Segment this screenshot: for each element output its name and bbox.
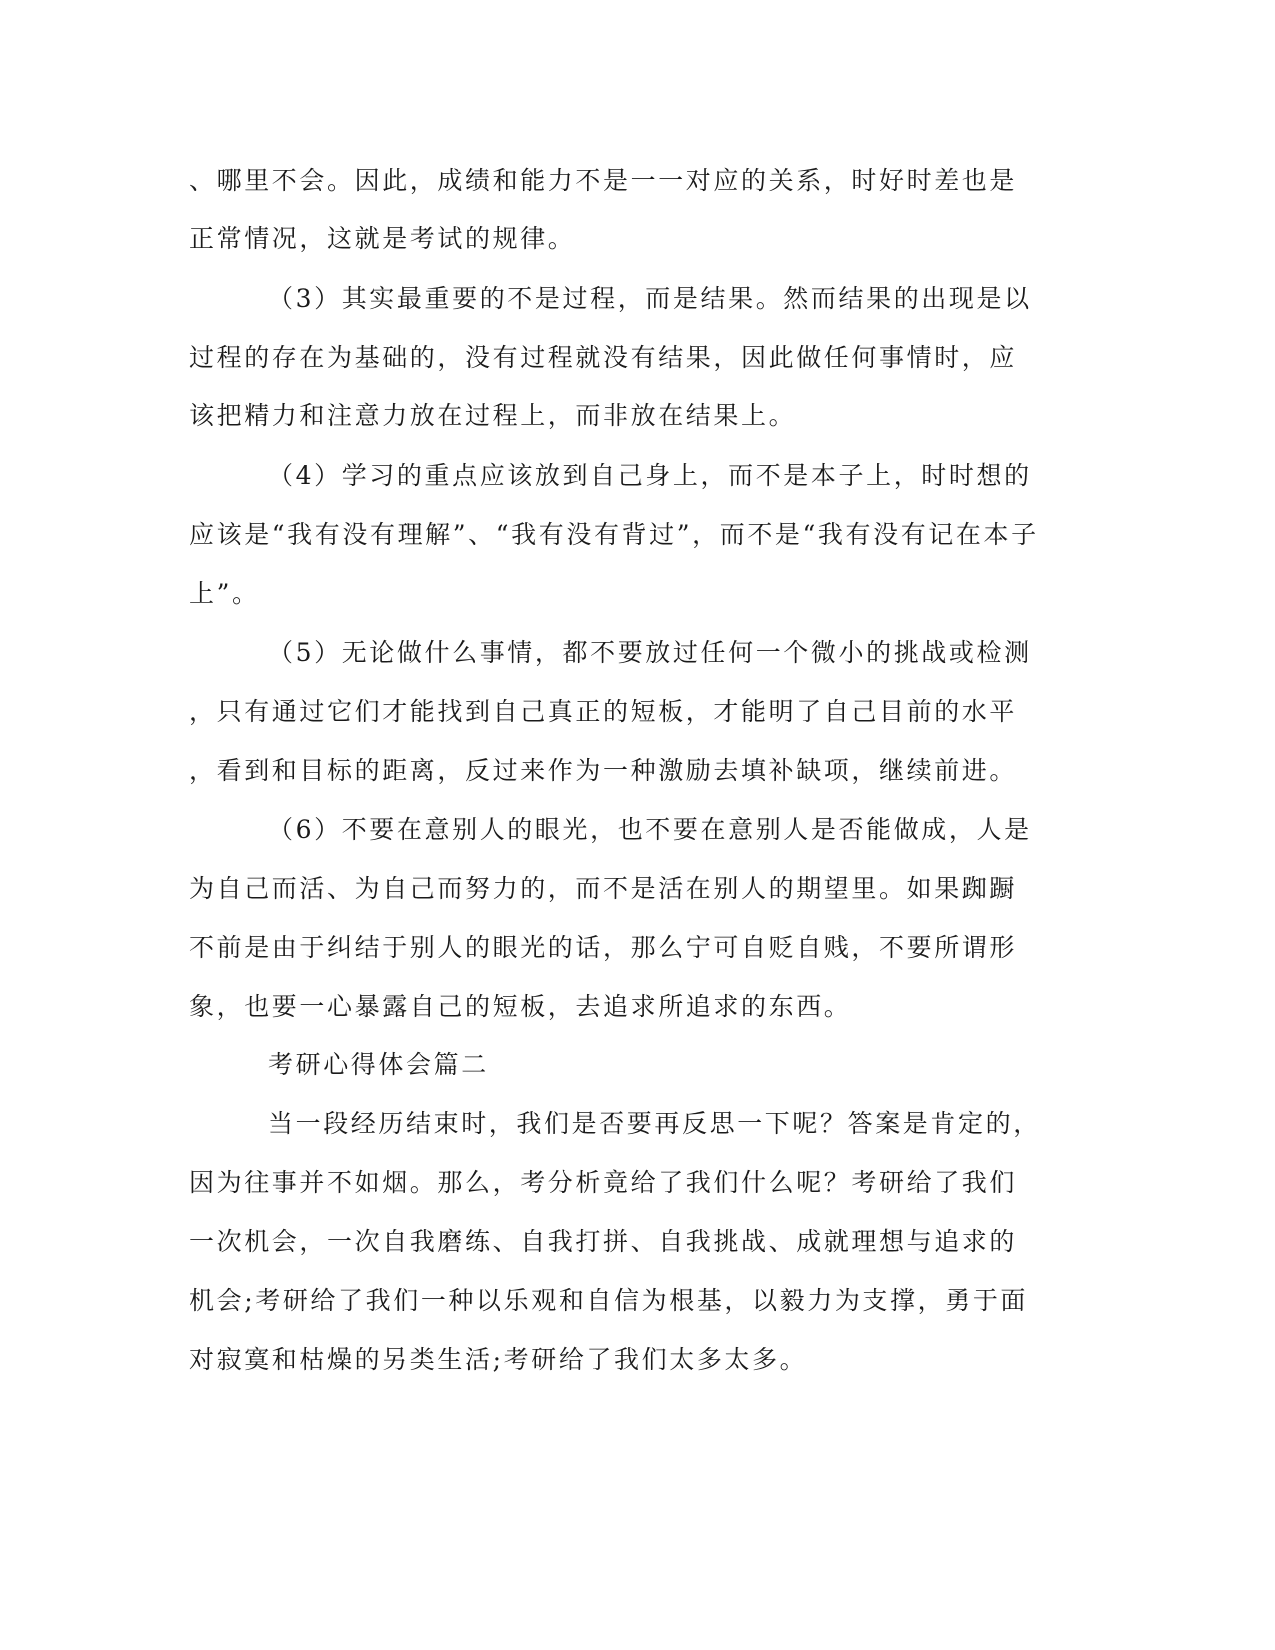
text-line-3: （3）其实最重要的不是过程，而是结果。然而结果的出现是以 [268,284,1032,313]
text-line-11: ，看到和目标的距离，反过来作为一种激励去填补缺项，继续前进。 [189,756,1018,785]
text-line-10: ，只有通过它们才能找到自己真正的短板，才能明了自己目前的水平 [189,697,1018,726]
text-line-8: 上”。 [189,579,260,608]
text-line-4: 过程的存在为基础的，没有过程就没有结果，因此做任何事情时，应 [189,343,1018,372]
text-line-19: 一次机会，一次自我磨练、自我打拼、自我挑战、成就理想与追求的 [189,1227,1018,1256]
text-line-14: 不前是由于纠结于别人的眼光的话，那么宁可自贬自贱，不要所谓形 [189,933,1018,962]
text-line-12: （6）不要在意别人的眼光，也不要在意别人是否能做成，人是 [268,815,1032,844]
text-line-6: （4）学习的重点应该放到自己身上，而不是本子上，时时想的 [268,461,1032,490]
text-line-21: 对寂寞和枯燥的另类生活;考研给了我们太多太多。 [189,1345,808,1374]
text-line-17: 当一段经历结束时，我们是否要再反思一下呢？答案是肯定的， [268,1109,1041,1138]
text-line-15: 象，也要一心暴露自己的短板，去追求所追求的东西。 [189,992,852,1021]
text-line-5: 该把精力和注意力放在过程上，而非放在结果上。 [189,401,797,430]
text-line-7: 应该是“我有没有理解”、“我有没有背过”，而不是“我有没有记在本子 [189,520,1039,549]
text-line-1: 、哪里不会。因此，成绩和能力不是一一对应的关系，时好时差也是 [189,166,1018,195]
text-line-20: 机会;考研给了我们一种以乐观和自信为根基，以毅力为支撑，勇于面 [189,1286,1029,1315]
text-line-18: 因为往事并不如烟。那么，考分析竟给了我们什么呢？考研给了我们 [189,1168,1018,1197]
text-line-2: 正常情况，这就是考试的规律。 [189,224,576,253]
text-line-13: 为自己而活、为自己而努力的，而不是活在别人的期望里。如果踟蹰 [189,874,1018,903]
section-heading: 考研心得体会篇二 [268,1050,489,1079]
text-line-9: （5）无论做什么事情，都不要放过任何一个微小的挑战或检测 [268,638,1032,667]
